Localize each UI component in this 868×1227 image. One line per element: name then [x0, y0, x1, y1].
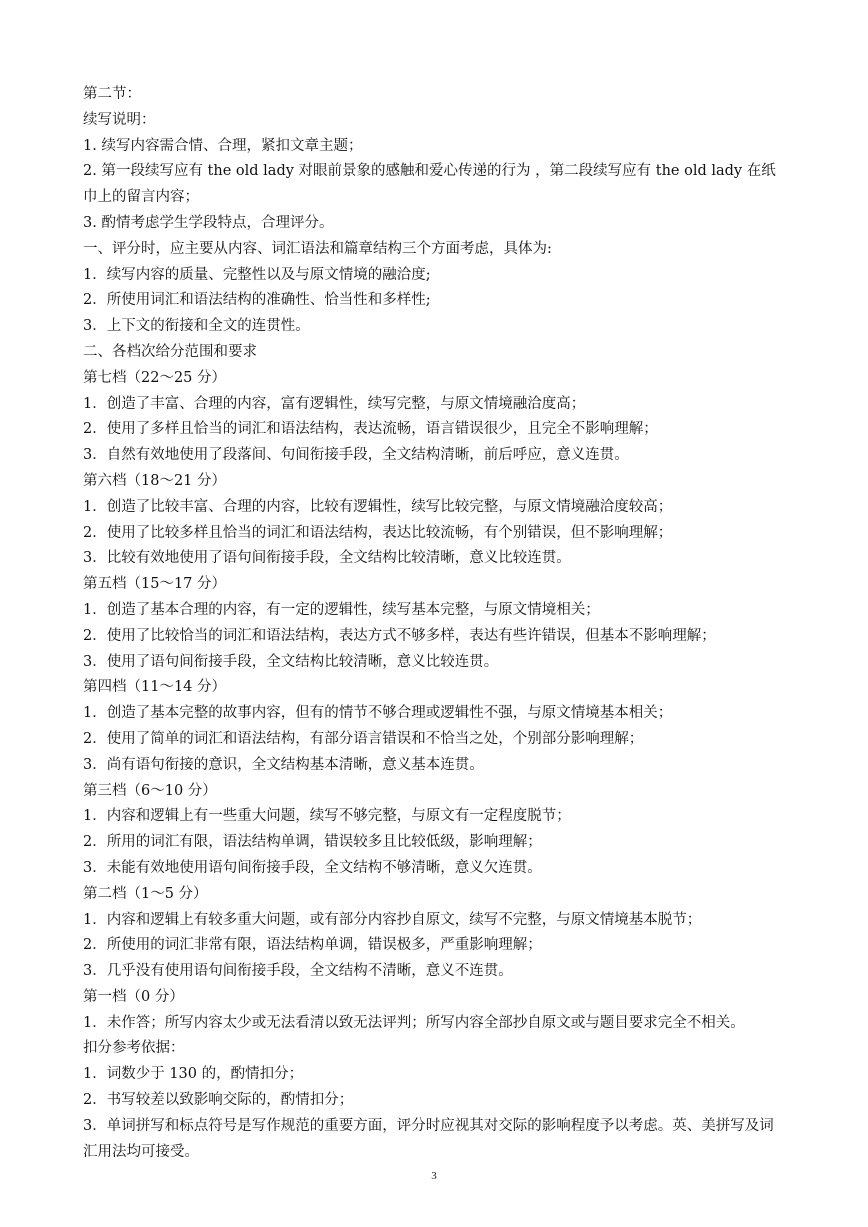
- section-heading: 第二节：: [83, 86, 141, 102]
- grade-criterion: 2．使用了简单的词汇和语法结构，有部分语言错误和不恰当之处，个别部分影响理解；: [83, 730, 644, 747]
- grade-heading: 第三档（6～10 分）: [83, 782, 217, 799]
- grade-heading: 第五档（15～17 分）: [83, 576, 227, 593]
- instruction-item: 2. 第一段续写应有 the old lady 对眼前景象的感触和爱心传递的行为 ，第二段续写应有 the old lady 在纸巾上的留言内容；: [83, 163, 776, 206]
- page-number: 3: [431, 1170, 437, 1182]
- grade-criterion: 3．自然有效地使用了段落间、句间衔接手段，全文结构清晰，前后呼应，意义连贯。: [83, 447, 629, 464]
- scoring-principle-item: 1．续写内容的质量、完整性以及与原文情境的融洽度;: [83, 266, 431, 283]
- grade-criterion: 1．内容和逻辑上有较多重大问题，或有部分内容抄自原文，续写不完整，与原文情境基本脱节；: [83, 911, 702, 928]
- grade-heading: 第一档（0 分）: [83, 988, 184, 1005]
- grade-criterion: 3．比较有效地使用了语句间衔接手段，全文结构比较清晰，意义比较连贯。: [83, 550, 571, 567]
- grade-ranges-heading: 二、各档次给分范围和要求: [83, 343, 257, 360]
- grade-criterion: 2．使用了比较多样且恰当的词汇和语法结构，表达比较流畅，有个别错误，但不影响理解；: [83, 524, 673, 541]
- grade-criterion: 1．创造了丰富、合理的内容，富有逻辑性，续写完整，与原文情境融洽度高；: [83, 395, 586, 412]
- grade-criterion: 1．未作答；所写内容太少或无法看清以致无法评判；所写内容全部抄自原文或与题目要求完全不相关。: [83, 1014, 745, 1031]
- grade-criterion: 2．使用了多样且恰当的词汇和语法结构，表达流畅，语言错误很少，且完全不影响理解；: [83, 421, 658, 438]
- grade-criterion: 2．所用的词汇有限，语法结构单调，错误较多且比较低级，影响理解；: [83, 834, 542, 851]
- grade-criterion: 3．未能有效地使用语句间衔接手段，全文结构不够清晰，意义欠连贯。: [83, 859, 542, 876]
- deduction-heading: 扣分参考依据：: [83, 1040, 185, 1057]
- grade-criterion: 2．使用了比较恰当的词汇和语法结构，表达方式不够多样，表达有些许错误，但基本不影响理解；: [83, 627, 716, 644]
- grade-criterion: 1．创造了基本合理的内容，有一定的逻辑性，续写基本完整，与原文情境相关；: [83, 601, 600, 618]
- document-body: [83, 82, 783, 1165]
- grade-criterion: 2．所使用的词汇非常有限，语法结构单调，错误极多，严重影响理解；: [83, 937, 542, 954]
- grade-criterion: 1．内容和逻辑上有一些重大问题，续写不够完整，与原文有一定程度脱节；: [83, 808, 571, 825]
- instruction-item: 1. 续写内容需合情、合理，紧扣文章主题；: [83, 137, 363, 154]
- grade-criterion: 3．使用了语句间衔接手段，全文结构比较清晰，意义比较连贯。: [83, 653, 499, 670]
- scoring-principle-item: 3．上下文的衔接和全文的连贯性。: [83, 318, 310, 335]
- continuation-instructions-heading: 续写说明：: [83, 111, 156, 128]
- grade-criterion: 3．尚有语句衔接的意识，全文结构基本清晰，意义基本连贯。: [83, 756, 484, 773]
- deduction-item: 2．书写较差以致影响交际的，酌情扣分；: [83, 1092, 354, 1109]
- instruction-item: 3. 酌情考虑学生学段特点，合理评分。: [83, 214, 334, 231]
- grade-heading: 第二档（1～5 分）: [83, 885, 208, 902]
- grade-criterion: 3．几乎没有使用语句间衔接手段，全文结构不清晰，意义不连贯。: [83, 963, 513, 980]
- scoring-principle-item: 2．所使用词汇和语法结构的准确性、恰当性和多样性;: [83, 292, 431, 309]
- scoring-principles-heading: 一、评分时，应主要从内容、词汇语法和篇章结构三个方面考虑，具体为:: [83, 240, 552, 257]
- grade-heading: 第四档（11～14 分）: [83, 679, 227, 696]
- grade-heading: 第七档（22～25 分）: [83, 369, 227, 386]
- grade-criterion: 1．创造了比较丰富、合理的内容，比较有逻辑性，续写比较完整，与原文情境融洽度较高；: [83, 498, 673, 515]
- deduction-item: 3．单词拼写和标点符号是写作规范的重要方面，评分时应视其对交际的影响程度予以考虑。英、美拼写及词汇用法均可接受。: [83, 1117, 774, 1160]
- deduction-item: 1．词数少于 130 的，酌情扣分；: [83, 1066, 304, 1083]
- grade-criterion: 1．创造了基本完整的故事内容，但有的情节不够合理或逻辑性不强，与原文情境基本相关；: [83, 705, 673, 722]
- grade-heading: 第六档（18～21 分）: [83, 472, 227, 489]
